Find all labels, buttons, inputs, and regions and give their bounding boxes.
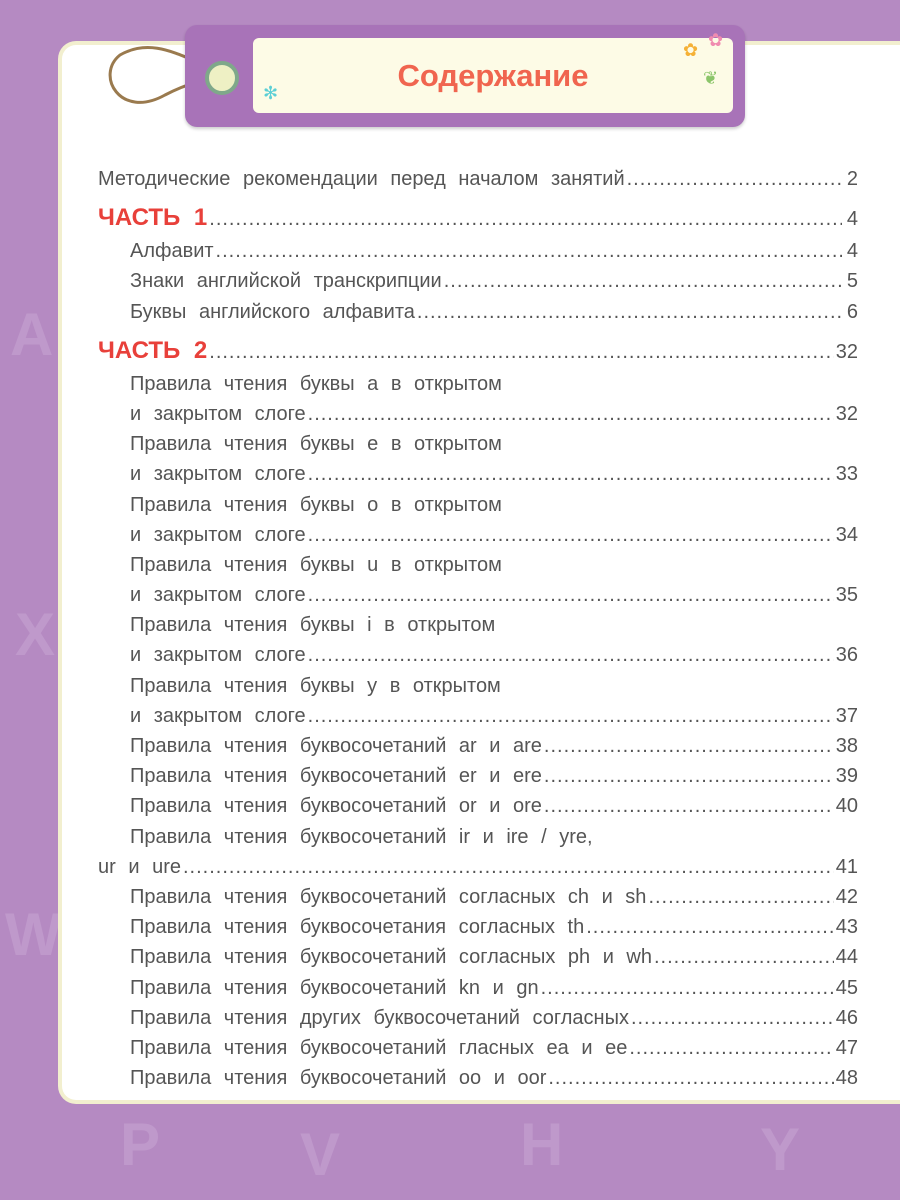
entry-label: Правила чтения других буквосочетаний согласных — [130, 1006, 629, 1029]
entry-label: Правила чтения буквосочетания согласных th — [130, 916, 585, 939]
part-heading: ЧАСТЬ 1 — [98, 204, 208, 232]
toc-entry[interactable] — [98, 459, 858, 489]
leader-dots — [548, 1063, 833, 1093]
leader-dots — [648, 882, 833, 912]
leader-dots — [183, 852, 834, 882]
toc-entry-line[interactable] — [98, 490, 858, 520]
toc-entry-line[interactable] — [98, 429, 858, 459]
entry-label: Правила чтения буквы e в открытом — [130, 433, 502, 456]
snowflake-icon: ✻ — [263, 83, 279, 103]
page-number: 42 — [835, 885, 858, 908]
page-number: 41 — [835, 855, 858, 878]
toc-entry[interactable] — [98, 236, 858, 266]
toc-entry[interactable] — [98, 882, 858, 912]
toc-entry-line[interactable] — [98, 671, 858, 701]
leader-dots — [544, 761, 834, 791]
leader-dots — [417, 297, 842, 327]
page-number: 36 — [835, 644, 858, 667]
page-number: 2 — [846, 168, 858, 190]
leader-dots — [308, 640, 834, 670]
page-number: 39 — [835, 765, 858, 788]
leader-dots — [216, 236, 842, 266]
toc-entry[interactable] — [98, 297, 858, 327]
page-number: 4 — [846, 208, 858, 231]
page-number: 46 — [835, 1006, 858, 1029]
part-heading: ЧАСТЬ 2 — [98, 336, 208, 364]
leader-dots — [308, 459, 834, 489]
entry-label: и закрытом слоге — [130, 523, 306, 546]
toc-entry-line[interactable] — [98, 610, 858, 640]
page-number: 4 — [846, 240, 858, 263]
flower-icon: ✿ — [683, 40, 699, 60]
page-number: 34 — [835, 523, 858, 546]
leader-dots — [444, 266, 842, 296]
entry-label: Правила чтения буквы y в открытом — [130, 674, 501, 697]
entry-label: Буквы английского алфавита — [130, 300, 415, 323]
entry-label: Правила чтения буквы o в открытом — [130, 493, 502, 516]
leader-dots — [544, 731, 834, 761]
page-number: 32 — [835, 402, 858, 425]
header-tag — [185, 25, 745, 127]
leader-dots — [308, 520, 834, 550]
toc-entry[interactable] — [98, 852, 858, 882]
toc-entry[interactable] — [98, 640, 858, 670]
entry-label: и закрытом слоге — [130, 704, 306, 727]
page-number: 45 — [835, 976, 858, 999]
page-title: Содержание — [397, 57, 589, 93]
page-number: 47 — [835, 1036, 858, 1059]
entry-label: Правила чтения буквосочетаний гласных ea и ee — [130, 1036, 628, 1059]
page-number: 35 — [835, 584, 858, 607]
leader-dots — [308, 580, 834, 610]
toc-entry[interactable] — [98, 942, 858, 972]
toc-entry[interactable] — [98, 731, 858, 761]
leader-dots — [586, 912, 834, 942]
entry-label: Правила чтения буквосочетаний kn и gn — [130, 976, 539, 999]
page-number: 32 — [835, 340, 858, 363]
leader-dots — [209, 332, 833, 372]
toc-entry[interactable] — [98, 761, 858, 791]
entry-label: Правила чтения буквосочетаний ir и ire / yre, — [130, 825, 593, 848]
entry-label: и закрытом слоге — [130, 644, 306, 667]
entry-label: Знаки английской транскрипции — [130, 270, 442, 293]
toc-entry[interactable] — [98, 520, 858, 550]
toc-entry[interactable] — [98, 912, 858, 942]
entry-label: Правила чтения буквосочетаний or и ore — [130, 795, 542, 818]
page-number: 37 — [835, 704, 858, 727]
leader-dots — [308, 399, 834, 429]
page-number: 44 — [835, 946, 858, 969]
entry-label: Правила чтения буквосочетаний oo и oor — [130, 1067, 547, 1090]
page-number: 38 — [835, 735, 858, 757]
entry-label: Правила чтения буквосочетаний ar и are — [130, 735, 542, 757]
entry-label: и закрытом слоге — [130, 584, 306, 607]
toc-entry[interactable] — [98, 701, 858, 731]
toc-entry-line[interactable] — [98, 369, 858, 399]
leader-dots — [544, 791, 834, 821]
toc-part-2[interactable] — [98, 331, 858, 369]
entry-label: и закрытом слоге — [130, 463, 306, 486]
leader-dots — [629, 1033, 833, 1063]
flower-icon: ✿ — [708, 30, 724, 50]
toc-entry-line[interactable] — [98, 822, 858, 852]
entry-label: Правила чтения буквы a в открытом — [130, 372, 502, 395]
entry-label: Правила чтения буквы u в открытом — [130, 553, 502, 576]
leader-dots — [627, 164, 842, 194]
toc-entry[interactable] — [98, 1063, 858, 1093]
entry-label: ur и ure — [98, 855, 181, 878]
entry-label: Правила чтения буквосочетаний согласных ch и sh — [130, 885, 647, 908]
leaf-icon: ❦ — [703, 68, 719, 88]
eyelet-icon — [205, 61, 239, 95]
page-number: 33 — [835, 463, 858, 486]
toc-entry-line[interactable] — [98, 550, 858, 580]
leader-dots — [541, 973, 834, 1003]
background-letter-pattern: A X W P V H Y — [5, 301, 801, 1188]
leader-dots — [631, 1003, 834, 1033]
page-number: 48 — [835, 1067, 858, 1090]
toc-entry[interactable] — [98, 164, 858, 194]
toc-part-1[interactable] — [98, 198, 858, 236]
entry-label: Правила чтения буквосочетаний er и ere — [130, 765, 542, 788]
leader-dots — [209, 199, 842, 239]
entry-label: Правила чтения буквосочетаний согласных ph и wh — [130, 946, 652, 969]
leader-dots — [308, 701, 834, 731]
page-number: 5 — [846, 270, 858, 293]
leader-dots — [654, 942, 834, 972]
table-of-contents — [98, 164, 858, 1093]
page-number: 6 — [846, 300, 858, 323]
page-number: 40 — [835, 795, 858, 818]
toc-entry[interactable] — [98, 1033, 858, 1063]
entry-label: Алфавит — [130, 240, 214, 263]
toc-entry[interactable] — [98, 580, 858, 610]
toc-entry[interactable] — [98, 266, 858, 296]
toc-entry[interactable] — [98, 399, 858, 429]
entry-label: Методические рекомендации перед началом занятий — [98, 168, 625, 190]
toc-entry[interactable] — [98, 791, 858, 821]
entry-label: и закрытом слоге — [130, 402, 306, 425]
toc-entry[interactable] — [98, 1003, 858, 1033]
toc-entry[interactable] — [98, 973, 858, 1003]
entry-label: Правила чтения буквы i в открытом — [130, 614, 496, 637]
page-number: 43 — [835, 916, 858, 939]
